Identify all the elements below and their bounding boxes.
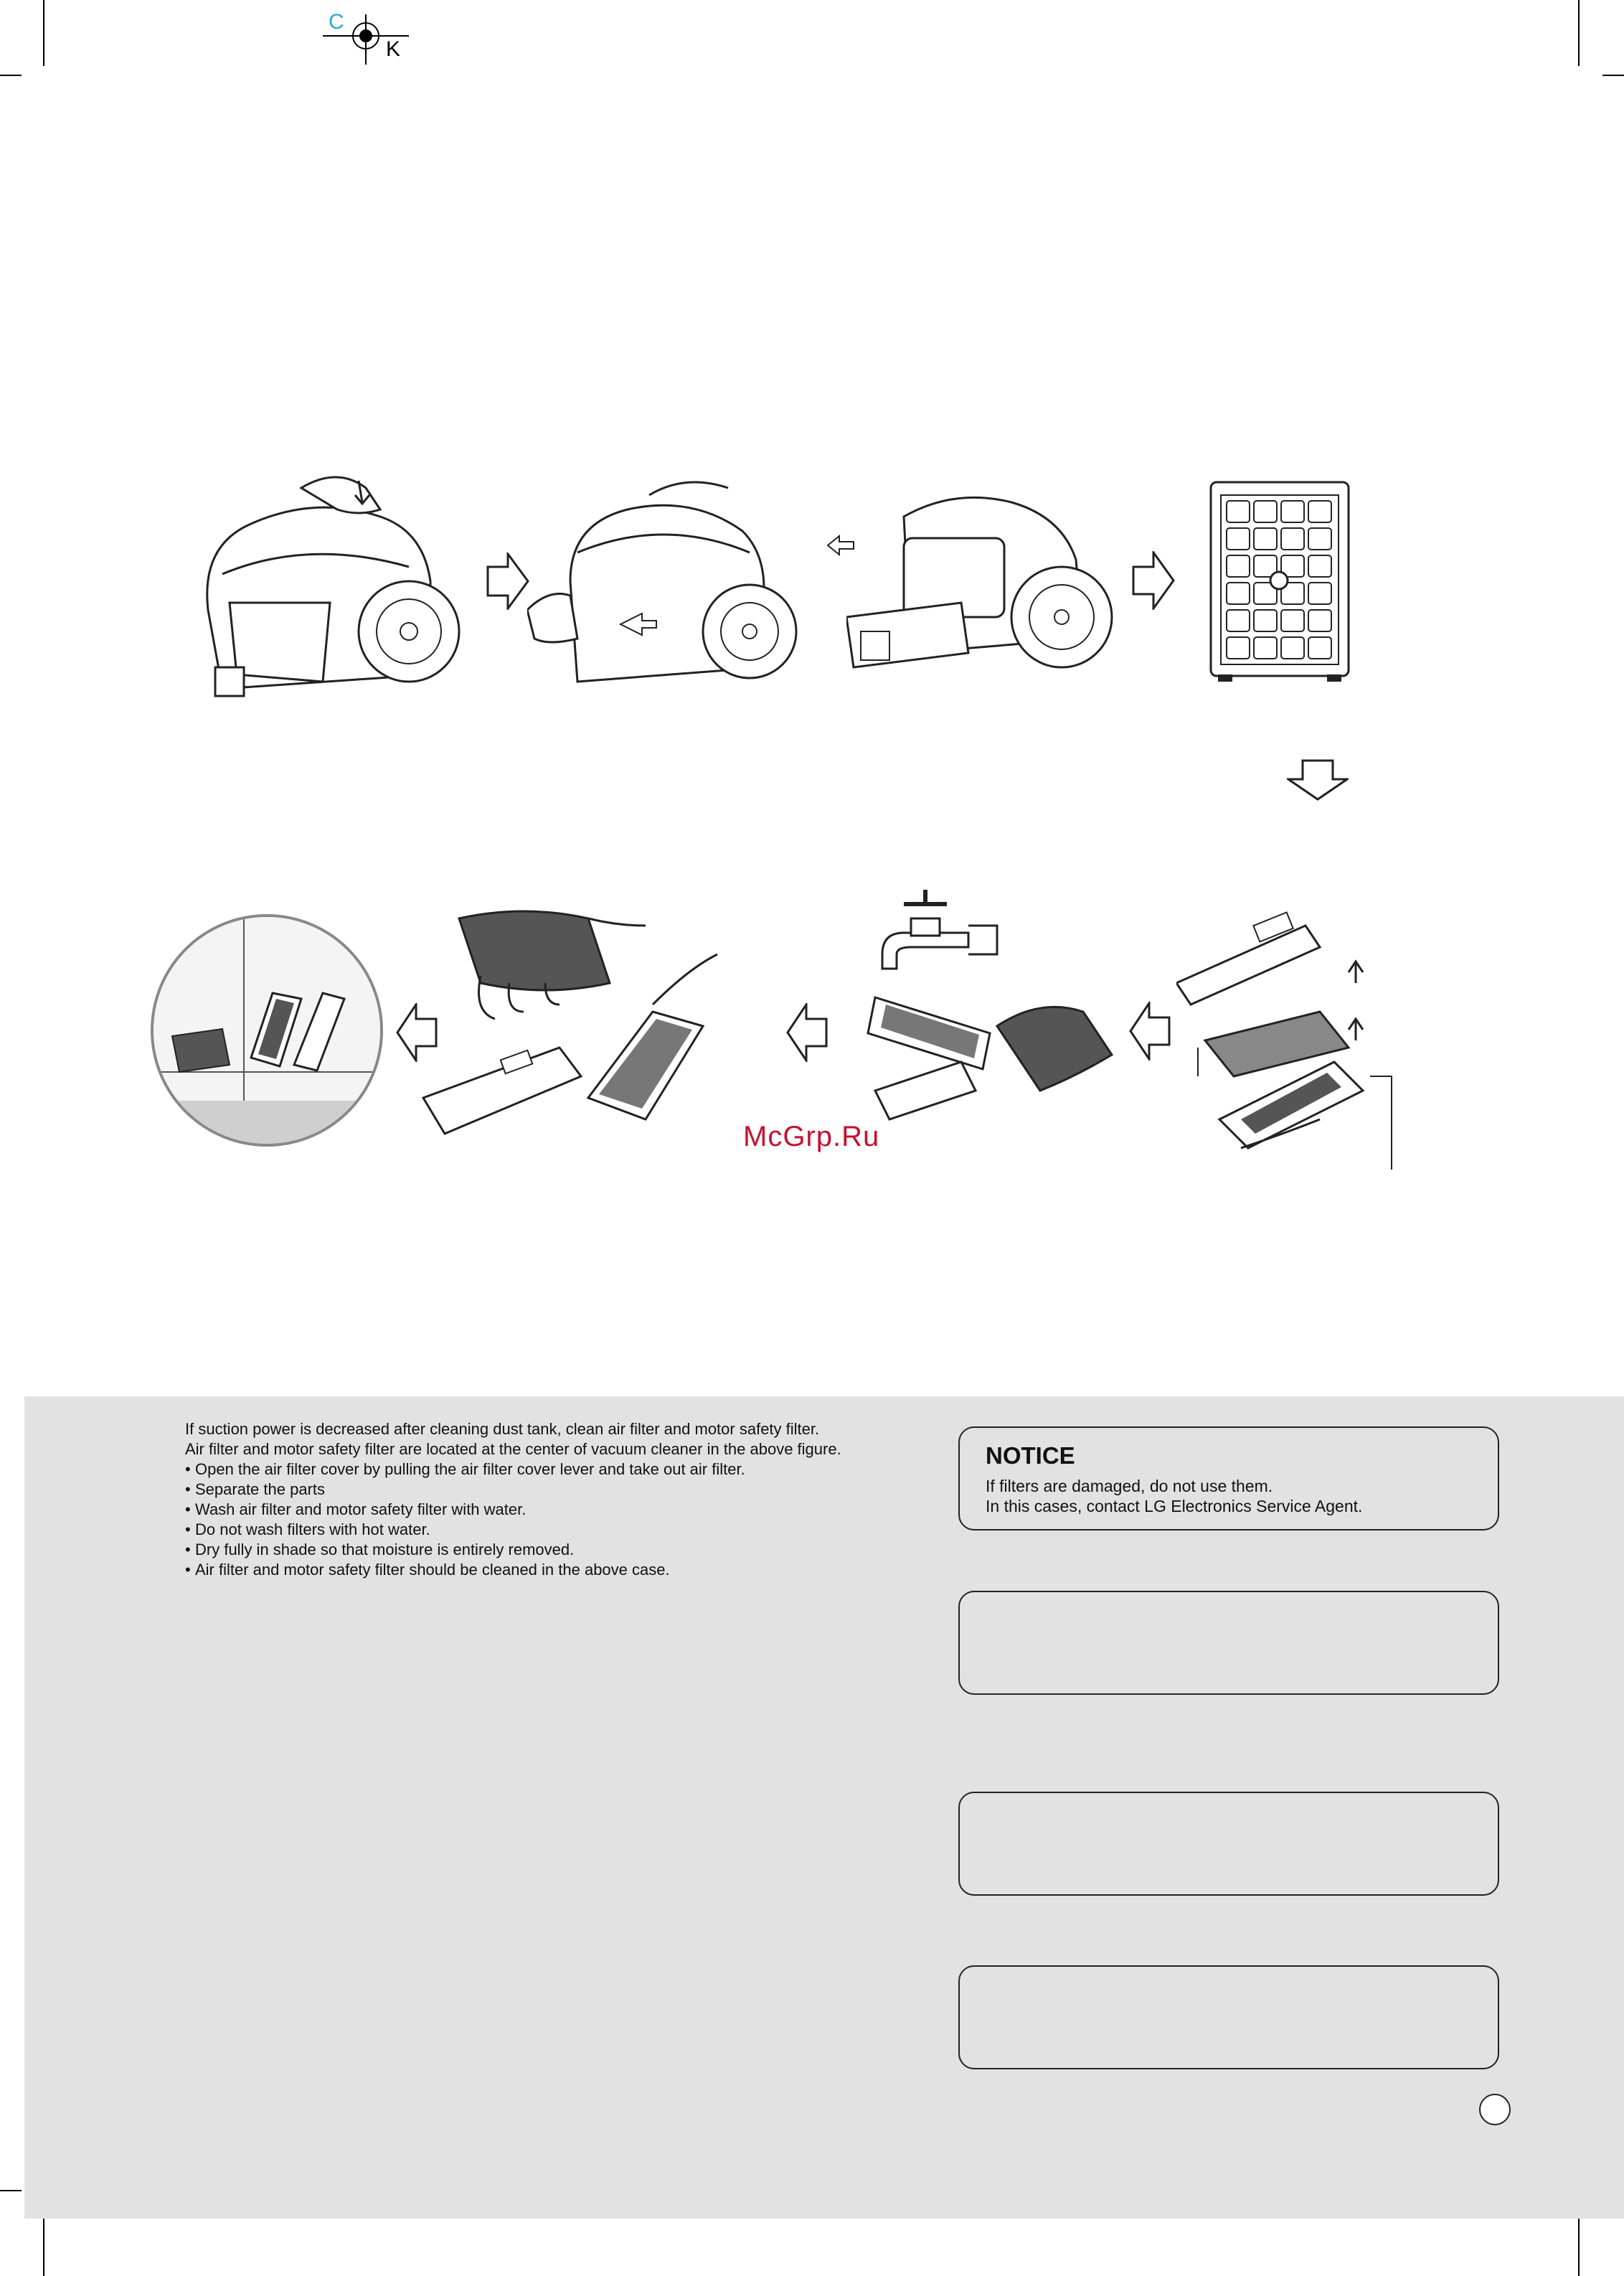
- filter-parts-separation-illustration: [1176, 904, 1399, 1170]
- instructions-bullet: • Open the air filter cover by pulling the air filter cover lever and take out air filter.: [185, 1459, 841, 1480]
- empty-box-2: [958, 1792, 1499, 1896]
- notice-line-2: In this cases, contact LG Electronics Service Agent.: [986, 1497, 1363, 1515]
- crop-mark-top-right-v: [1578, 0, 1580, 66]
- notice-line-1: If filters are damaged, do not use them.: [986, 1477, 1273, 1495]
- instructions-bullet: • Do not wash filters with hot water.: [185, 1520, 841, 1540]
- arrow-right-icon: [486, 552, 529, 610]
- faucet-washing-filter-illustration: [825, 875, 1133, 1134]
- instructions-intro-2: Air filter and motor safety filter are located at the center of vacuum cleaner in the above figure.: [185, 1440, 841, 1458]
- crop-mark-top-left-v: [43, 0, 44, 66]
- page-number-circle: [1479, 2094, 1511, 2125]
- crop-mark-bottom-left-v: [43, 2217, 44, 2276]
- instructions-bullet: • Dry fully in shade so that moisture is entirely removed.: [185, 1540, 841, 1560]
- empty-box-1: [958, 1591, 1499, 1695]
- instructions-bullet-list: [185, 1459, 841, 1580]
- registration-k-label: K: [386, 37, 401, 61]
- arrow-left-icon: [786, 1003, 828, 1062]
- arrow-down-icon: [1287, 759, 1349, 801]
- air-filter-grid-illustration: [1208, 479, 1351, 685]
- crop-mark-top-left-h: [0, 75, 22, 76]
- filters-drying-circle-illustration: [151, 914, 383, 1147]
- instructions-text: [185, 1419, 841, 1580]
- registration-c-label: C: [329, 10, 344, 34]
- notice-title: NOTICE: [986, 1442, 1075, 1469]
- hands-squeezing-filter-illustration: [416, 904, 760, 1155]
- arrow-left-icon: [1129, 1002, 1171, 1061]
- instructions-bullet: • Air filter and motor safety filter should be cleaned in the above case.: [185, 1560, 841, 1580]
- vacuum-cleaner-illustration: [194, 459, 466, 710]
- vacuum-cleaner-filter-cover-open-illustration: [846, 488, 1119, 682]
- vacuum-cleaner-open-lever-illustration: [527, 466, 807, 703]
- arrow-right-icon: [1132, 551, 1175, 610]
- notice-box: [958, 1426, 1499, 1530]
- crop-mark-bottom-right-v: [1578, 2217, 1580, 2276]
- watermark-text: McGrp.Ru: [743, 1121, 880, 1152]
- instructions-bullet: • Wash air filter and motor safety filter with water.: [185, 1500, 841, 1520]
- instructions-intro-1: If suction power is decreased after cleaning dust tank, clean air filter and motor safety filter.: [185, 1420, 820, 1438]
- crop-mark-bottom-left-h: [0, 2190, 22, 2191]
- empty-box-3: [958, 1965, 1499, 2069]
- crop-mark-top-right-h: [1602, 75, 1624, 76]
- instructions-bullet: • Separate the parts: [185, 1480, 841, 1500]
